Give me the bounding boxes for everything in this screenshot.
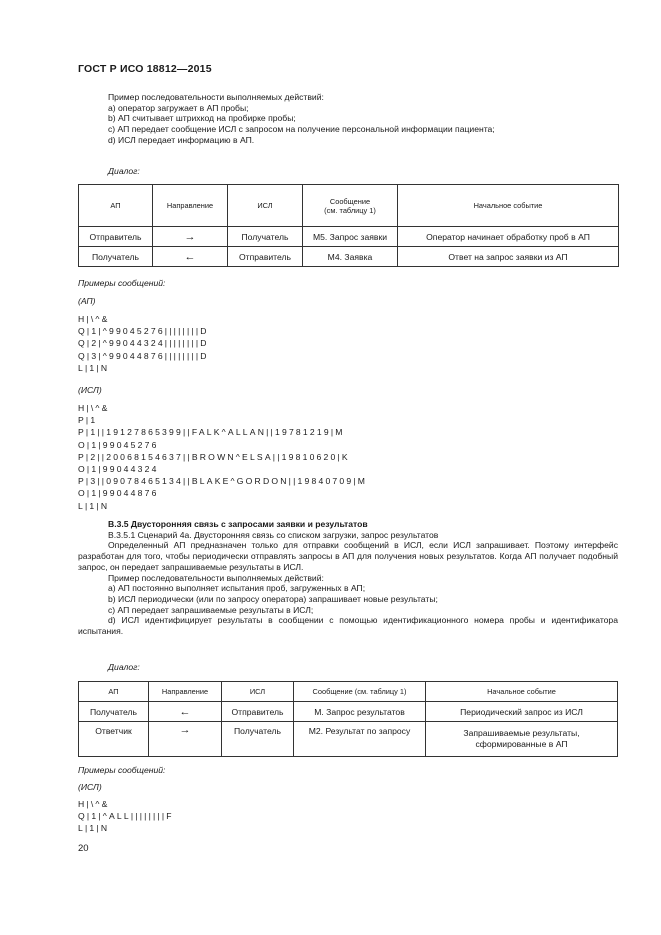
table-header-row — [79, 682, 618, 702]
message-line: L|1|N — [78, 500, 110, 511]
left-arrow-icon: ← — [149, 702, 222, 722]
page-number: 20 — [78, 843, 89, 854]
cell-ap: Получатель — [79, 702, 149, 722]
cell-ap: Получатель — [79, 247, 153, 267]
message-line: Q|1|^99045276||||||||D — [78, 326, 209, 337]
cell-event: Периодический запрос из ИСЛ — [426, 702, 618, 722]
right-arrow-icon: → — [149, 722, 222, 757]
section-b35 — [78, 519, 618, 637]
message-line: P|1||19127865399||FALK^ALLAN||19781219|M — [78, 427, 345, 438]
intro-section — [78, 92, 618, 146]
message-line: Q|2|^99044324||||||||D — [78, 338, 209, 349]
table-row — [79, 247, 619, 267]
col-header-isl: ИСЛ — [228, 185, 303, 227]
col-header-direction: Направление — [153, 185, 228, 227]
intro-lead: Пример последовательности выполняемых действий: — [108, 92, 324, 102]
section-item: а) АП постоянно выполняет испытания проб, загруженных в АП; — [108, 583, 366, 594]
cell-message: M. Запрос результатов — [294, 702, 426, 722]
section-item: b) ИСЛ периодически (или по запросу оператора) запрашивает новые результаты; — [108, 593, 438, 604]
col-header-isl: ИСЛ — [222, 682, 294, 702]
table-row — [79, 702, 618, 722]
table-header-row — [79, 185, 619, 227]
ap-message-example — [78, 313, 618, 374]
intro-item: d) ИСЛ передает информацию в АП. — [108, 134, 255, 145]
section-item: d) ИСЛ идентифицирует результаты в сообщении с помощью идентификационного номера пробы и идентификатора испытания. — [78, 615, 618, 637]
left-arrow-icon: ← — [153, 247, 228, 267]
cell-ap: Ответчик — [79, 722, 149, 757]
message-line: P|3||09078465134||BLAKE^GORDON||19840709|M — [78, 476, 368, 487]
cell-ap: Отправитель — [79, 227, 153, 247]
intro-item: c) АП передает сообщение ИСЛ с запросом на получение персональной информации пациента; — [108, 124, 495, 135]
isl-query-example — [78, 798, 618, 835]
isl-label: (ИСЛ) — [78, 385, 102, 395]
message-line: O|1|99045276 — [78, 439, 159, 450]
section-heading: В.3.5 Двусторонняя связь с запросами заявки и результатов — [108, 519, 368, 529]
cell-message: M5. Запрос заявки — [303, 227, 398, 247]
cell-event: Запрашиваемые результаты, сформированные в АП — [426, 722, 618, 757]
isl-message-example — [78, 402, 618, 512]
intro-item: b) АП считывает штрихкод на пробирке пробы; — [108, 113, 296, 124]
col-header-message: Сообщение (см. таблицу 1) — [303, 185, 398, 227]
dialog-label: Диалог: — [108, 166, 140, 176]
message-line: P|1 — [78, 415, 98, 426]
col-header-ap: АП — [79, 682, 149, 702]
intro-item: а) оператор загружает в АП пробы; — [108, 102, 249, 113]
dialog-label: Диалог: — [108, 662, 140, 672]
section-item: c) АП передает запрашиваемые результаты в ИСЛ; — [108, 604, 314, 615]
col-header-direction: Направление — [149, 682, 222, 702]
message-line: Q|1|^ALL||||||||F — [78, 811, 174, 822]
section-paragraph: Определенный АП предназначен только для отправки сообщений в ИСЛ, если ИСЛ запрашивает. Поэтому интерфейс разработан для того, чтобы периодически отправлять запросы в АП для получения новых результатов. Когда АП получает подобный запрос, он передает запрашиваемые результаты в ИСЛ. — [78, 540, 618, 572]
ap-label: (АП) — [78, 296, 96, 306]
col-header-message: Сообщение (см. таблицу 1) — [294, 682, 426, 702]
table-row — [79, 722, 618, 757]
message-line: L|1|N — [78, 362, 110, 373]
section-subheading: В.3.5.1 Сценарий 4а. Двусторонняя связь со списком загрузки, запрос результатов — [108, 529, 439, 540]
section-lead: Пример последовательности выполняемых действий: — [108, 572, 324, 583]
col-header-event: Начальное событие — [398, 185, 619, 227]
cell-isl: Получатель — [228, 227, 303, 247]
col-header-ap: АП — [79, 185, 153, 227]
cell-message: M2. Результат по запросу — [294, 722, 426, 757]
message-line: Q|3|^99044876||||||||D — [78, 350, 209, 361]
message-line: H|\^& — [78, 799, 110, 809]
examples-label: Примеры сообщений: — [78, 765, 166, 775]
cell-event: Ответ на запрос заявки из АП — [398, 247, 619, 267]
dialog-table-1 — [78, 184, 619, 267]
examples-label: Примеры сообщений: — [78, 278, 166, 288]
message-line: H|\^& — [78, 314, 110, 324]
cell-message: M4. Заявка — [303, 247, 398, 267]
cell-isl: Получатель — [222, 722, 294, 757]
cell-event: Оператор начинает обработку проб в АП — [398, 227, 619, 247]
isl-label: (ИСЛ) — [78, 782, 102, 792]
right-arrow-icon: → — [153, 227, 228, 247]
col-header-event: Начальное событие — [426, 682, 618, 702]
message-line: O|1|99044324 — [78, 464, 159, 475]
message-line: O|1|99044876 — [78, 488, 159, 499]
document-header: ГОСТ Р ИСО 18812—2015 — [78, 63, 212, 75]
cell-isl: Отправитель — [222, 702, 294, 722]
message-line: P|2||20068154637||BROWN^ELSA||19810620|K — [78, 451, 350, 462]
message-line: H|\^& — [78, 403, 110, 413]
message-line: L|1|N — [78, 823, 110, 834]
cell-isl: Отправитель — [228, 247, 303, 267]
table-row — [79, 227, 619, 247]
dialog-table-2 — [78, 681, 618, 757]
